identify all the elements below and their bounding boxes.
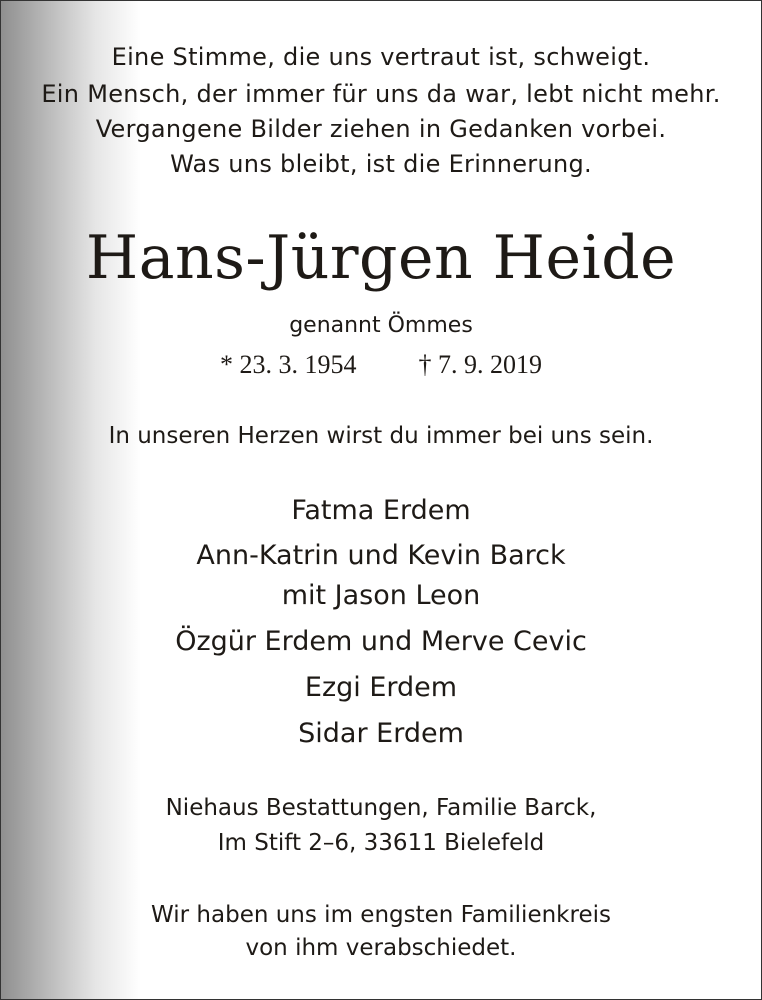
verse-line-2: Ein Mensch, der immer für uns da war, lebt nicht mehr. <box>41 80 721 108</box>
birth-date: * 23. 3. 1954 <box>220 350 357 379</box>
funeral-home-address: Im Stift 2–6, 33611 Bielefeld <box>217 830 545 856</box>
closing-line-1: Wir haben uns im engsten Familienkreis <box>151 902 611 928</box>
closing-line-2: von ihm verabschiedet. <box>245 935 517 961</box>
mourner-3: Özgür Erdem und Merve Cevic <box>175 626 587 657</box>
mourner-5: Sidar Erdem <box>298 718 464 749</box>
deceased-name: Hans-Jürgen Heide <box>85 223 677 293</box>
verse-line-1: Eine Stimme, die uns vertraut ist, schweigt. <box>111 43 651 71</box>
verse-line-3: Vergangene Bilder ziehen in Gedanken vorbei. <box>95 115 667 143</box>
funeral-home-name: Niehaus Bestattungen, Familie Barck, <box>165 795 597 821</box>
mourner-1: Fatma Erdem <box>291 495 471 526</box>
death-date: † 7. 9. 2019 <box>418 350 542 379</box>
mourner-4: Ezgi Erdem <box>304 672 458 703</box>
deceased-nickname: genannt Ömmes <box>289 313 473 338</box>
mourner-2-sub: mit Jason Leon <box>281 580 481 611</box>
mourner-2: Ann-Katrin und Kevin Barck <box>196 540 566 571</box>
verse-line-4: Was uns bleibt, ist die Erinnerung. <box>170 150 592 178</box>
motto: In unseren Herzen wirst du immer bei uns sein. <box>108 423 654 449</box>
life-dates <box>1 350 761 380</box>
